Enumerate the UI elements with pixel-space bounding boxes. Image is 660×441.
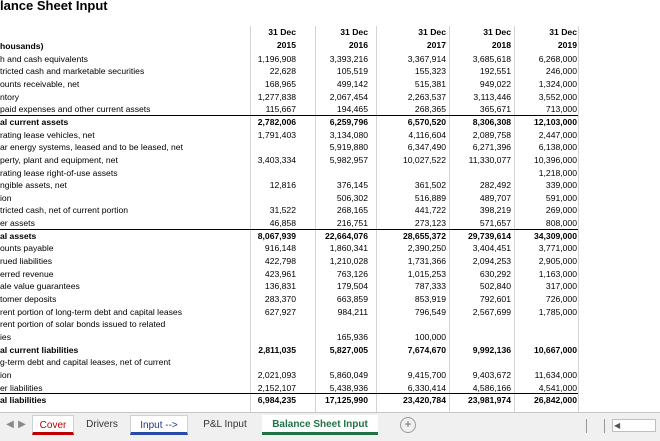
row-label[interactable]: ounts receivable, net [0,78,80,89]
table-cell[interactable]: 763,126 [336,268,368,279]
table-row[interactable] [0,91,660,104]
row-label[interactable]: ounts payable [0,243,54,254]
header-date: 31 Dec [268,27,296,37]
table-cell[interactable]: 1,277,838 [257,91,296,102]
table-row[interactable] [0,230,660,243]
divider [586,419,587,433]
row-label[interactable]: tricted cash and marketable securities [0,66,145,77]
table-cell[interactable]: 268,165 [336,205,368,216]
table-cell[interactable]: 1,218,000 [538,167,577,178]
header-year: 2019 [557,39,577,50]
header-date: 31 Dec [483,27,511,37]
table-cell[interactable]: 2,263,537 [407,91,446,102]
table-cell[interactable]: 26,842,000 [533,395,577,406]
table-cell[interactable]: 9,992,136 [472,344,511,355]
chevron-right-icon[interactable]: ▶ [18,419,26,430]
table-cell[interactable]: 115,667 [265,104,296,115]
table-cell[interactable]: 6,330,414 [407,382,446,393]
table-cell[interactable]: 192,551 [479,66,511,77]
table-cell[interactable]: 268,365 [414,104,446,115]
sheet-title: lance Sheet Input [0,0,108,13]
table-cell[interactable]: 28,655,372 [402,230,446,241]
table-cell[interactable]: 5,827,005 [329,344,368,355]
table-cell[interactable]: 5,982,957 [329,154,368,165]
horizontal-scrollbar[interactable] [612,419,656,432]
table-cell[interactable]: 3,404,451 [472,243,511,254]
table-cell[interactable]: 273,123 [414,218,446,229]
tab-balance-sheet-input[interactable]: Balance Sheet Input [262,415,378,435]
table-cell[interactable]: 31,522 [269,205,296,216]
table-cell[interactable]: 246,000 [545,66,577,77]
table-cell[interactable]: 506,302 [336,192,368,203]
table-cell[interactable]: 630,292 [479,268,511,279]
row-label[interactable]: ale value guarantees [0,281,80,292]
header-date: 31 Dec [549,27,577,37]
table-cell[interactable]: 361,502 [414,180,446,191]
table-cell[interactable]: 9,415,700 [407,369,446,380]
table-cell[interactable]: 12,103,000 [533,116,577,127]
row-label[interactable]: ar energy systems, leased and to be leased, net [0,142,183,153]
table-cell[interactable]: 423,961 [264,268,296,279]
scroll-left-icon[interactable]: ◀ [614,421,621,430]
table-cell[interactable]: 6,347,490 [407,142,446,153]
table-cell[interactable]: 155,323 [414,66,446,77]
table-cell[interactable]: 2,094,253 [472,256,511,267]
table-cell[interactable]: 441,722 [414,205,446,216]
header-year: 2018 [491,39,511,50]
table-cell[interactable]: 2,089,758 [472,129,511,140]
table-row[interactable] [0,306,660,319]
table-row[interactable] [0,293,660,306]
table-row[interactable] [0,40,660,53]
table-cell[interactable]: 34,309,000 [533,230,577,241]
row-label[interactable]: er assets [0,218,35,229]
table-row[interactable] [0,53,660,66]
table-cell[interactable]: 6,138,000 [538,142,577,153]
table-cell[interactable]: 726,000 [545,294,577,304]
table-cell[interactable]: 12,816 [269,180,296,191]
table-cell[interactable]: 2,152,107 [257,382,296,393]
table-cell[interactable]: 6,570,520 [407,116,446,127]
row-label[interactable]: h and cash equivalents [0,53,88,64]
table-cell[interactable]: 22,628 [269,66,296,77]
table-row[interactable] [0,192,660,205]
table-cell[interactable]: 499,142 [336,78,368,89]
table-cell[interactable]: 179,504 [336,281,368,292]
row-label[interactable]: housands) [0,41,44,51]
table-cell[interactable]: 1,015,253 [407,268,446,279]
table-row[interactable] [0,116,660,129]
table-cell[interactable]: 194,465 [336,104,368,115]
divider [604,419,605,433]
table-cell[interactable]: 9,403,672 [472,369,511,380]
table-cell[interactable]: 283,370 [264,294,296,304]
table-cell[interactable]: 17,125,990 [324,395,368,406]
table-row[interactable] [0,141,660,154]
table-cell[interactable]: 23,981,974 [467,395,511,406]
table-cell[interactable]: 1,324,000 [538,78,577,89]
chevron-left-icon[interactable]: ◀ [6,419,14,430]
table-cell[interactable]: 6,259,796 [329,116,368,127]
table-row[interactable] [0,217,660,230]
table-cell[interactable]: 10,667,000 [533,344,577,355]
table-cell[interactable]: 792,601 [479,294,511,304]
table-cell[interactable]: 713,000 [545,104,577,115]
table-cell[interactable]: 29,739,614 [467,230,511,241]
table-row[interactable] [0,154,660,167]
row-label[interactable]: al assets [0,230,37,241]
table-cell[interactable]: 1,860,341 [329,243,368,254]
table-cell[interactable]: 3,771,000 [538,243,577,254]
row-label[interactable]: tricted cash, net of current portion [0,205,129,216]
table-cell[interactable]: 6,984,235 [257,395,296,406]
table-cell[interactable]: 571,657 [479,218,511,229]
table-cell[interactable]: 4,541,000 [538,382,577,393]
table-cell[interactable]: 2,067,454 [329,91,368,102]
table-cell[interactable]: 422,798 [264,256,296,267]
table-cell[interactable]: 2,447,000 [538,129,577,140]
table-cell[interactable]: 1,791,403 [257,129,296,140]
header-year: 2017 [426,39,446,50]
table-cell[interactable]: 2,782,006 [257,116,296,127]
header-date: 31 Dec [340,27,368,37]
row-label[interactable]: er liabilities [0,382,43,393]
table-cell[interactable]: 516,889 [414,192,446,203]
table-cell[interactable]: 216,751 [336,218,368,229]
row-label[interactable]: g-term debt and capital leases, net of current [0,357,171,368]
table-row[interactable] [0,356,660,369]
table-cell[interactable]: 4,116,604 [408,129,446,140]
table-cell[interactable]: 3,134,080 [329,129,368,140]
table-row[interactable] [0,369,660,382]
table-row[interactable] [0,331,660,344]
table-cell[interactable]: 6,268,000 [538,53,577,64]
table-cell[interactable]: 5,438,936 [329,382,368,393]
table-cell[interactable]: 100,000 [414,331,446,342]
table-cell[interactable]: 5,860,049 [329,369,368,380]
table-cell[interactable]: 1,731,366 [407,256,446,267]
row-label[interactable]: rating lease vehicles, net [0,129,95,140]
table-row[interactable] [0,280,660,293]
table-cell[interactable]: 398,219 [479,205,511,216]
table-cell[interactable]: 5,919,880 [329,142,368,153]
table-cell[interactable]: 489,707 [479,192,511,203]
table-cell[interactable]: 2,390,250 [407,243,446,254]
table-cell[interactable]: 2,811,035 [258,344,296,355]
plus-icon[interactable]: + [400,417,416,433]
row-label[interactable]: ion [0,192,12,203]
table-cell[interactable]: 808,000 [545,218,577,229]
table-cell[interactable]: 282,492 [479,180,511,191]
table-cell[interactable]: 136,831 [264,281,296,292]
table-row[interactable] [0,78,660,91]
header-year: 2015 [276,39,296,50]
table-cell[interactable]: 376,145 [336,180,368,191]
table-cell[interactable]: 787,333 [414,281,446,292]
table-cell[interactable]: 3,685,618 [472,53,511,64]
table-cell[interactable]: 11,634,000 [534,369,577,380]
table-cell[interactable]: 663,859 [336,294,368,304]
table-cell[interactable]: 23,420,784 [402,395,446,406]
table-cell[interactable]: 591,000 [545,192,577,203]
table-cell[interactable]: 10,396,000 [533,154,577,165]
table-cell[interactable]: 1,163,000 [538,268,577,279]
table-row[interactable] [0,167,660,180]
table-cell[interactable]: 949,022 [479,78,511,89]
table-cell[interactable]: 3,403,334 [257,154,296,165]
tab-input[interactable]: Input --> [130,415,188,435]
table-cell[interactable]: 22,664,076 [324,230,368,241]
table-cell[interactable]: 502,840 [479,281,511,292]
table-cell[interactable]: 3,552,000 [538,91,577,102]
row-label[interactable]: ion [0,369,12,380]
table-cell[interactable]: 10,027,522 [402,154,446,165]
tab-drivers[interactable]: Drivers [86,419,118,430]
row-label[interactable]: rued liabilities [0,256,53,267]
table-row[interactable] [0,344,660,357]
table-row[interactable] [0,318,660,331]
table-cell[interactable]: 165,936 [336,331,368,342]
tab-pl-input[interactable]: P&L Input [203,419,247,430]
table-row[interactable] [0,394,660,407]
table-cell[interactable]: 4,586,166 [472,382,511,393]
table-row[interactable] [0,103,660,116]
table-cell[interactable]: 2,905,000 [538,256,577,267]
table-cell[interactable]: 1,785,000 [538,306,577,317]
table-row[interactable] [0,204,660,217]
table-cell[interactable]: 11,330,077 [468,154,511,165]
table-cell[interactable]: 1,210,028 [329,256,368,267]
row-label[interactable]: rent portion of long-term debt and capital leases [0,306,183,317]
table-cell[interactable]: 7,674,670 [407,344,446,355]
row-label[interactable]: tomer deposits [0,294,57,304]
table-cell[interactable]: 46,858 [269,218,296,229]
table-cell[interactable]: 168,965 [264,78,296,89]
row-label[interactable]: ies [0,331,11,342]
table-cell[interactable]: 3,393,216 [329,53,368,64]
row-label[interactable]: rent portion of solar bonds issued to related [0,319,166,330]
table-cell[interactable]: 269,000 [545,205,577,216]
row-label[interactable]: ngible assets, net [0,180,67,191]
table-cell[interactable]: 339,000 [545,180,577,191]
row-label[interactable]: al current assets [0,116,69,127]
row-label[interactable]: erred revenue [0,268,54,279]
row-label[interactable]: rating lease right-of-use assets [0,167,118,178]
table-cell[interactable]: 317,000 [545,281,577,292]
table-cell[interactable]: 3,113,446 [473,91,511,102]
table-row[interactable] [0,179,660,192]
table-cell[interactable]: 515,381 [414,78,446,89]
table-row[interactable] [0,255,660,268]
table-cell[interactable]: 1,196,908 [257,53,296,64]
table-row[interactable] [0,242,660,255]
table-cell[interactable]: 916,148 [264,243,296,254]
table-cell[interactable]: 796,549 [414,306,446,317]
table-cell[interactable]: 8,306,308 [472,116,511,127]
table-cell[interactable]: 105,519 [336,66,368,77]
row-label[interactable]: paid expenses and other current assets [0,104,151,115]
row-label[interactable]: al liabilities [0,395,47,406]
table-cell[interactable]: 2,021,093 [257,369,296,380]
table-cell[interactable]: 8,067,939 [257,230,296,241]
table-cell[interactable]: 853,919 [414,294,446,304]
table-row[interactable] [0,129,660,142]
table-row[interactable] [0,268,660,281]
header-year: 2016 [348,39,368,50]
table-row[interactable] [0,65,660,78]
table-cell[interactable]: 627,927 [264,306,296,317]
table-cell[interactable]: 6,271,396 [472,142,511,153]
table-cell[interactable]: 984,211 [337,306,368,317]
tab-cover[interactable]: Cover [32,415,74,435]
table-cell[interactable]: 365,671 [479,104,511,115]
table-row[interactable] [0,382,660,395]
header-date: 31 Dec [418,27,446,37]
row-label[interactable]: perty, plant and equipment, net [0,154,118,165]
row-label[interactable]: al current liabilities [0,344,79,355]
table-cell[interactable]: 3,367,914 [407,53,446,64]
table-cell[interactable]: 2,567,699 [472,306,511,317]
row-label[interactable]: ntory [0,91,20,102]
sheet-tab-bar [0,412,660,441]
